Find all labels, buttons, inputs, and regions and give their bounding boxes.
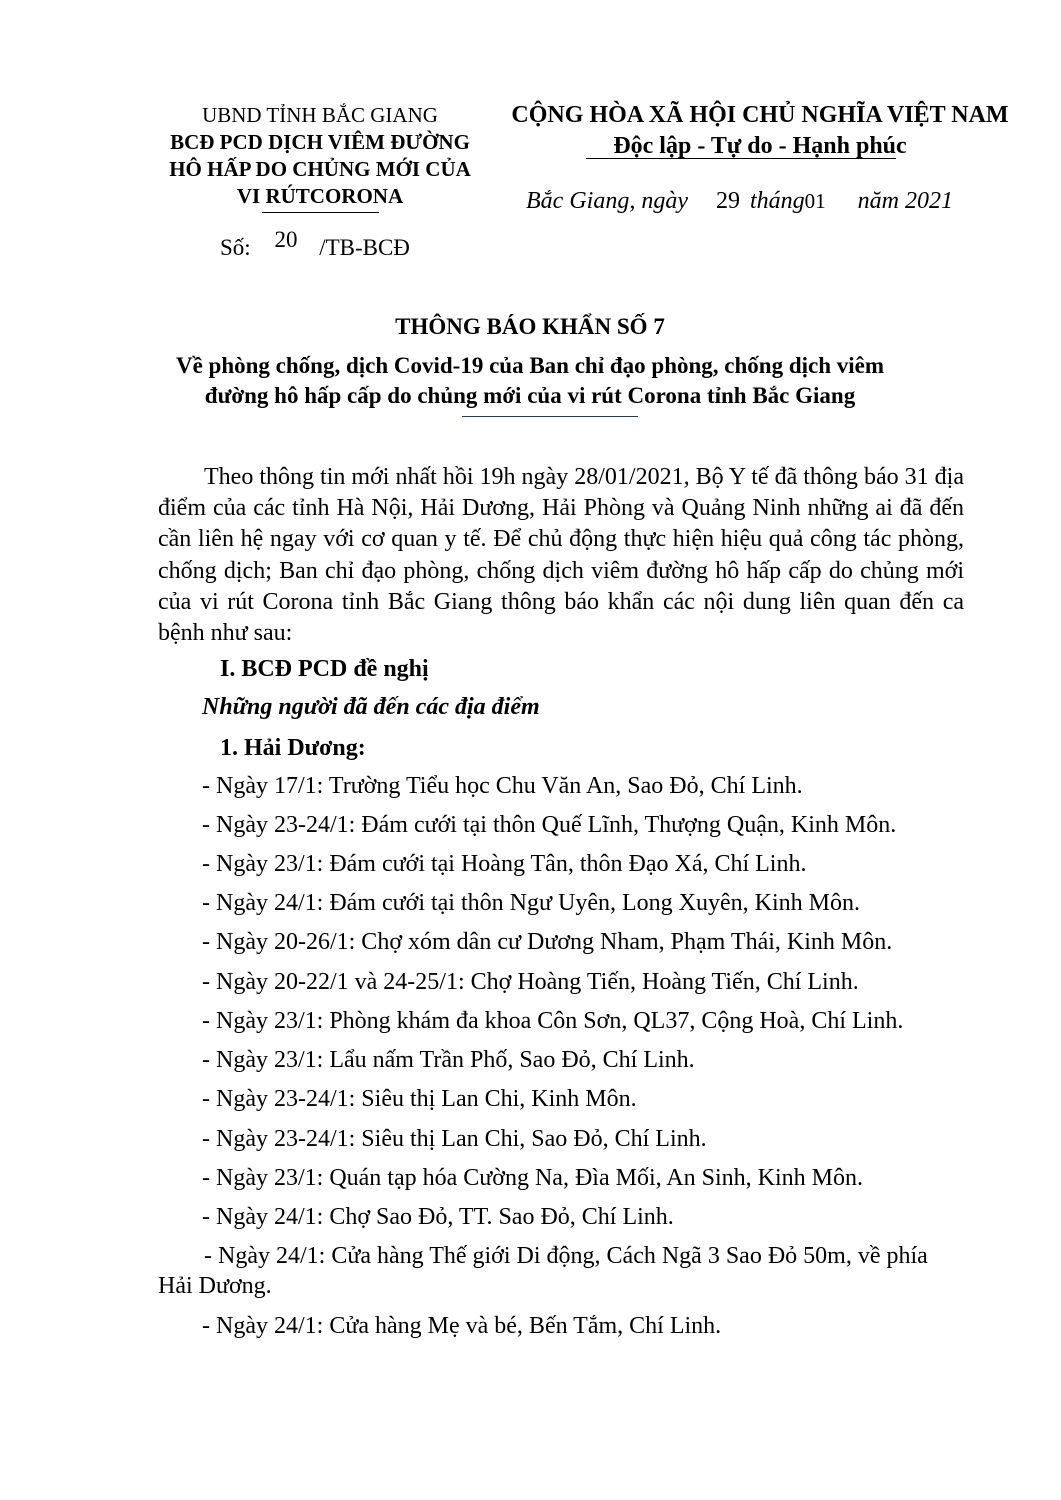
list-item: - Ngày 23/1: Đám cưới tại Hoàng Tân, thôn Đạo Xá, Chí Linh. <box>202 851 807 877</box>
motto-underline <box>586 158 896 159</box>
list-item: - Ngày 23/1: Phòng khám đa khoa Côn Sơn, QL37, Cộng Hoà, Chí Linh. <box>202 1008 904 1034</box>
agency-line-committee: BCĐ PCD DỊCH VIÊM ĐƯỜNG <box>170 130 470 154</box>
list-item: - Ngày 24/1: Chợ Sao Đỏ, TT. Sao Đỏ, Chí Linh. <box>202 1204 674 1230</box>
date-place: Bắc Giang, ngày <box>526 188 688 214</box>
title-underline <box>462 416 638 417</box>
list-item: - Ngày 23-24/1: Siêu thị Lan Chi, Kinh Môn. <box>202 1086 637 1112</box>
list-item: - Ngày 24/1: Đám cưới tại thôn Ngư Uyên, Long Xuyên, Kinh Môn. <box>202 890 860 916</box>
issuing-agency <box>140 102 500 210</box>
intro-paragraph: Theo thông tin mới nhất hồi 19h ngày 28/01/2021, Bộ Y tế đã thông báo 31 địa điểm của các tỉnh Hà Nội, Hải Dương, Hải Phòng và Quảng Ninh những ai đã đến cần liên hệ ngay với cơ quan y tế. Để chủ động thực hiện hiệu quả công tác phòng, chống dịch; Ban chỉ đạo phòng, chống dịch viêm đường hô hấp cấp do chủng mới của vi rút Corona tỉnh Bắc Giang thông báo khẩn các nội dung liên quan đến ca bệnh như sau: <box>158 464 964 647</box>
list-item: - Ngày 20-26/1: Chợ xóm dân cư Dương Nham, Phạm Thái, Kinh Môn. <box>202 929 893 955</box>
date-month-label: tháng <box>749 188 805 214</box>
list-item: - Ngày 17/1: Trường Tiểu học Chu Văn An, Sao Đỏ, Chí Linh. <box>202 773 803 799</box>
doc-number-suffix: /TB-BCĐ <box>319 235 410 260</box>
list-item: - Ngày 23-24/1: Đám cưới tại thôn Quế Lĩnh, Thượng Quận, Kinh Môn. <box>202 812 897 838</box>
list-item: - Ngày 23/1: Lẩu nấm Trần Phố, Sao Đỏ, Chí Linh. <box>202 1047 695 1073</box>
list-item: - Ngày 20-22/1 và 24-25/1: Chợ Hoàng Tiến, Hoàng Tiến, Chí Linh. <box>202 969 859 995</box>
list-item: - Ngày 23/1: Quán tạp hóa Cường Na, Đìa Mối, An Sinh, Kinh Môn. <box>202 1165 863 1191</box>
agency-line-committee-2: HÔ HẤP DO CHỦNG MỚI CỦA <box>169 157 471 181</box>
list-item: - Ngày 24/1: Cửa hàng Mẹ và bé, Bến Tắm, Chí Linh. <box>202 1313 722 1339</box>
national-motto: Độc lập - Tự do - Hạnh phúc <box>613 133 907 159</box>
agency-line-committee-3: VI RÚTCORONA <box>236 184 404 208</box>
document-title <box>110 312 950 411</box>
region-heading: 1. Hải Dương: <box>220 735 366 761</box>
doc-number-value: 20 <box>274 227 298 252</box>
list-item: - Ngày 24/1: Cửa hàng Thế giới Di động, Cách Ngã 3 Sao Đỏ 50m, về phía Hải Dương. <box>158 1243 928 1299</box>
national-header <box>510 100 1010 162</box>
section-heading: I. BCĐ PCD đề nghị <box>220 656 429 682</box>
date-month: 01 <box>804 189 826 213</box>
agency-underline <box>262 212 379 213</box>
list-item: - Ngày 23-24/1: Siêu thị Lan Chi, Sao Đỏ, Chí Linh. <box>202 1126 707 1152</box>
document-number <box>220 227 410 262</box>
sub-heading: Những người đã đến các địa điểm <box>202 694 540 720</box>
title-heading: THÔNG BÁO KHẨN SỐ 7 <box>395 314 665 339</box>
nation-name: CỘNG HÒA XÃ HỘI CHỦ NGHĨA VIỆT NAM <box>511 102 1009 128</box>
date-day: 29 <box>715 188 740 214</box>
date-year: năm 2021 <box>857 188 953 214</box>
doc-number-prefix: Số: <box>220 235 251 260</box>
title-subtitle-line-1: Về phòng chống, dịch Covid-19 của Ban chỉ đạo phòng, chống dịch viêm <box>175 353 885 378</box>
title-subtitle-line-2: đường hô hấp cấp do chủng mới của vi rút Corona tỉnh Bắc Giang <box>204 383 856 408</box>
agency-line-province: UBND TỈNH BẮC GIANG <box>202 103 438 127</box>
dateline <box>526 186 953 216</box>
